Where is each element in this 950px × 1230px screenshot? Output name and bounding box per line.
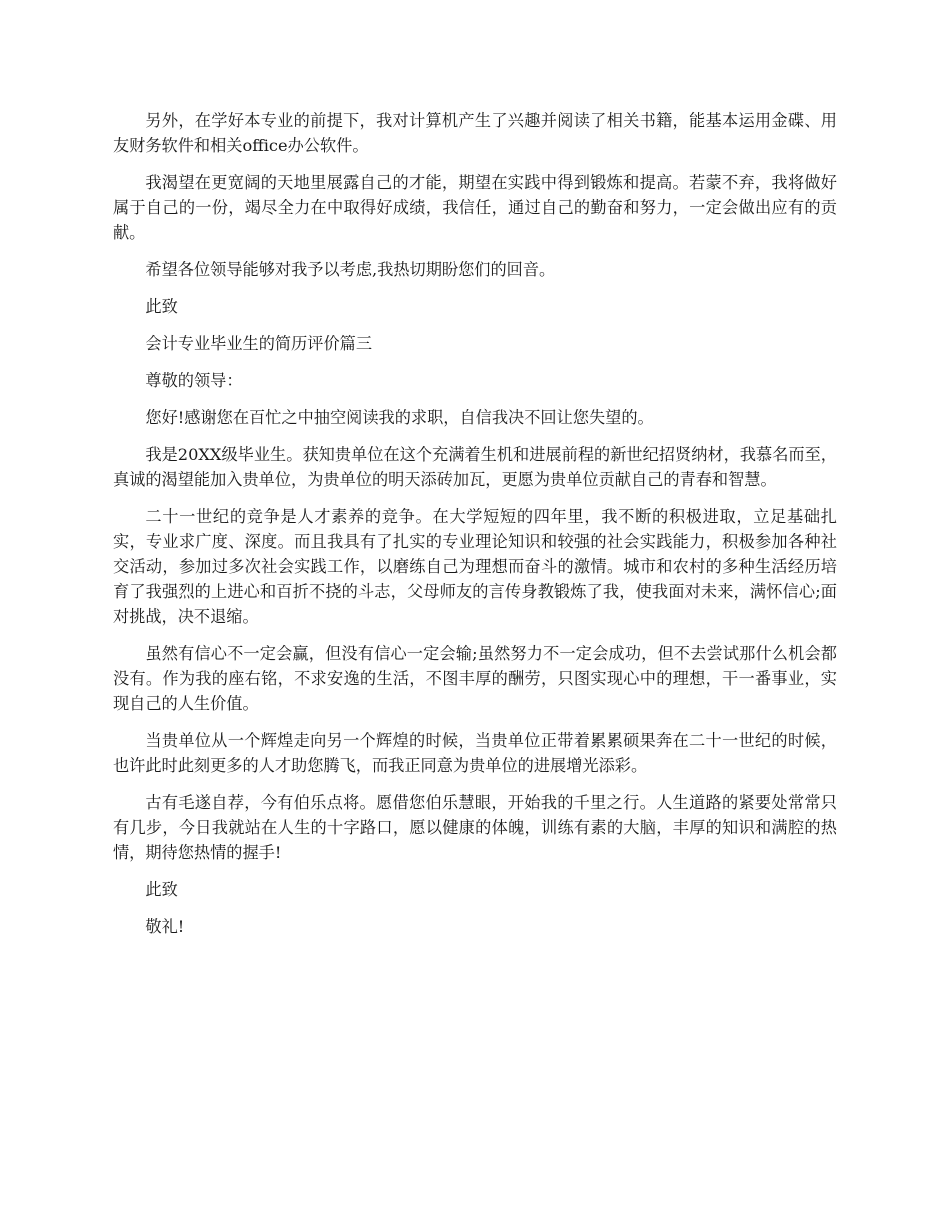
closing-salutation: 此致 [145, 297, 178, 316]
paragraph-contribution: 当贵单位从一个辉煌走向另一个辉煌的时候，当贵单位正带着累累硕果奔在二十一世纪的时候，也许此时此刻更多的人才助您腾飞，而我正同意为贵单位的进展增光添彩。 [113, 731, 837, 775]
paragraph-aspiration: 我渴望在更宽阔的天地里展露自己的才能，期望在实践中得到锻炼和提高。若蒙不弃，我将做好属于自己的一份，竭尽全力在中取得好成绩，我信任，通过自己的勤奋和努力，一定会做出应有的贡献。 [113, 173, 837, 242]
paragraph-computer-skills: 另外，在学好本专业的前提下，我对计算机产生了兴趣并阅读了相关书籍，能基本运用金碟、用友财务软件和相关office办公软件。 [113, 111, 837, 155]
paragraph-thanks: 您好!感谢您在百忙之中抽空阅读我的求职，自信我决不回让您失望的。 [145, 408, 654, 427]
closing-salutation-2: 此致 [145, 880, 178, 899]
paragraph-hope: 希望各位领导能够对我予以考虑,我热切期盼您们的回音。 [145, 260, 556, 279]
paragraph-self-recommendation: 古有毛遂自荐，今有伯乐点将。愿借您伯乐慧眼，开始我的千里之行。人生道路的紧要处常常只有几步，今日我就站在人生的十字路口，愿以健康的体魄，训练有素的大脑，丰厚的知识和满腔的热情，期待您热情的握手! [113, 793, 837, 862]
paragraph-introduction: 我是20XX级毕业生。获知贵单位在这个充满着生机和进展前程的新世纪招贤纳材，我慕名而至，真诚的渴望能加入贵单位，为贵单位的明天添砖加瓦，更愿为贵单位贡献自己的青春和智慧。 [113, 445, 837, 489]
greeting: 尊敬的领导： [145, 371, 243, 390]
document-page [113, 108, 837, 951]
paragraph-competition: 二十一世纪的竞争是人才素养的竞争。在大学短短的四年里，我不断的积极进取，立足基础扎实，专业求广度、深度。而且我具有了扎实的专业理论知识和较强的社会实践能力，积极参加各种社交活动，参加过多次社会实践工作，以磨练自己为理想而奋斗的激情。城市和农村的多种生活经历培育了我强烈的上进心和百折不挠的斗志，父母师友的言传身教锻炼了我，使我面对未来，满怀信心;面对挑战，决不退缩。 [113, 507, 837, 626]
closing-regards: 敬礼! [145, 917, 185, 936]
section-heading: 会计专业毕业生的简历评价篇三 [145, 334, 373, 353]
paragraph-confidence: 虽然有信心不一定会赢，但没有信心一定会输;虽然努力不一定会成功，但不去尝试那什么机会都没有。作为我的座右铭，不求安逸的生活，不图丰厚的酬劳，只图实现心中的理想，干一番事业，实现自己的人生价值。 [113, 644, 837, 713]
